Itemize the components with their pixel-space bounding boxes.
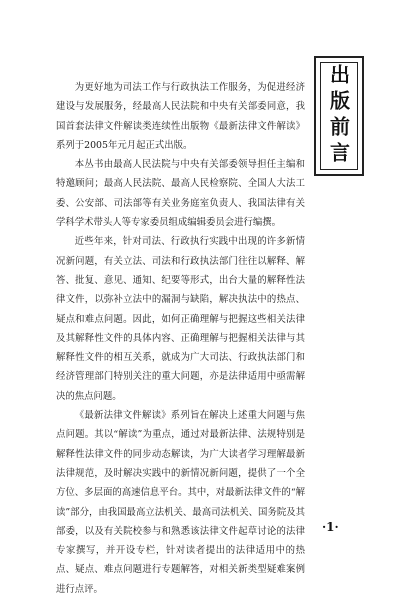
paragraph-4: 《最新法律文件解读》系列旨在解决上述重大问题与焦点问题。其以“解读”为重点，通过对最新法律、法规特别是解释性法律文件的同步动态解读，为广大读者学习理解最新法律规范，及时解决实践中的新情况新问题，提供了一个全方位、多层面的高速信息平台。其中，对最新法律文件的“解读”部分，由我国最高立法机关、最高司法机关、国务院及其部委，以及有关院校参与和熟悉该法律文件起草讨论的法律专家撰写，并开设专栏，针对读者提出的法律适用中的热点、疑点、难点问题进行专题解答，对相关新类型疑难案例进行点评。	[56, 410, 305, 595]
chapter-title: 出版前言	[326, 64, 351, 168]
body-text	[56, 78, 305, 599]
paragraph-1: 为更好地为司法工作与行政执法工作服务，为促进经济建设与发展服务，经最高人民法院和中央有关部委同意，我国首套法律文件解读类连续性出版物《最新法律文件解读》系列于2005年元月起正式出版。	[56, 82, 305, 151]
paragraph-2: 本丛书由最高人民法院与中央有关部委领导担任主编和特邀顾问；最高人民法院、最高人民检察院、全国人大法工委、公安部、司法部等有关业务庭室负责人、我国法律有关学科学术带头人等专家委员组成编辑委员会进行编撰。	[56, 159, 305, 229]
chapter-title-box	[314, 56, 364, 176]
page-number: ·1·	[322, 520, 339, 534]
paragraph-3: 近些年来，针对司法、行政执行实践中出现的许多新情况新问题，有关立法、司法和行政执法部门往往以解释、解答、批复、意见、通知、纪要等形式，出台大量的解释性法律文件，以弥补立法中的漏洞与缺陷，解决执法中的热点、疑点和难点问题。因此，如何正确理解与把握这些相关法律及其解释性文件的具体内容、正确理解与把握相关法律与其解释性文件的相互关系，就成为广大司法、行政执法部门和经济管理部门特别关注的重大问题，亦是法律适用中亟需解决的焦点问题。	[56, 236, 305, 402]
